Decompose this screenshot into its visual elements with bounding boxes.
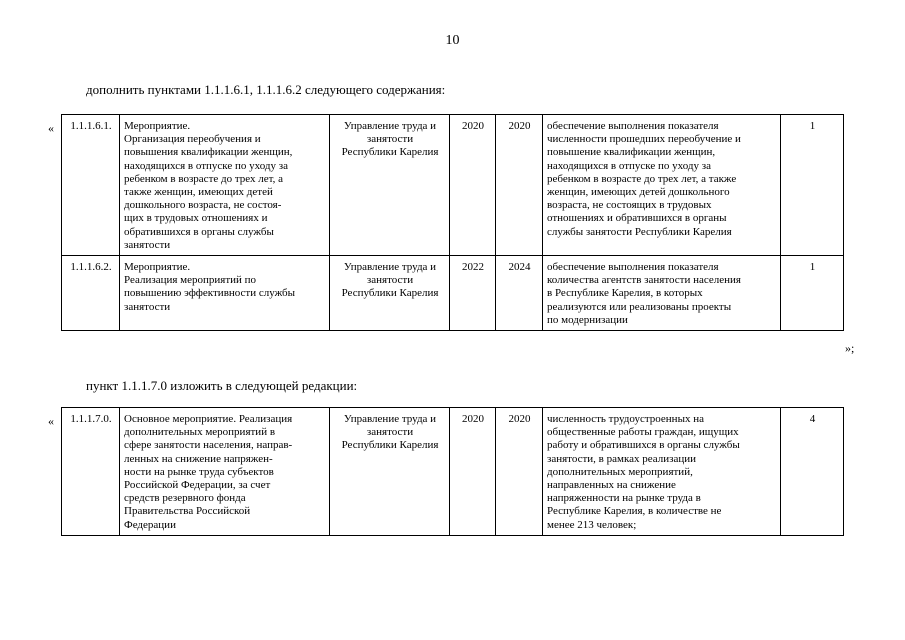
event-cell: Основное мероприятие. Реализация дополнительных мероприятий в сфере занятости населения, направ- ленных на снижение напряжен- ности на рынке труда субъектов Российской Федерации, за счет средств резервного фонда Правительства Российской Федерации xyxy=(120,408,330,536)
section2-table xyxy=(61,407,844,536)
executor-cell: Управление труда и занятости Республики Карелия xyxy=(330,408,450,536)
section1-quote-close: »; xyxy=(845,341,855,355)
value-cell: 1 xyxy=(781,115,844,256)
section2-quote-open: « xyxy=(48,414,54,428)
page-number: 10 xyxy=(445,33,460,48)
section2-intro: пункт 1.1.1.7.0 изложить в следующей редакции: xyxy=(86,378,358,393)
year-start-cell: 2022 xyxy=(450,256,496,331)
year-start-cell: 2020 xyxy=(450,408,496,536)
executor-cell: Управление труда и занятости Республики Карелия xyxy=(330,115,450,256)
year-end-cell: 2020 xyxy=(496,115,543,256)
event-cell: Мероприятие. Реализация мероприятий по повышению эффективности службы занятости xyxy=(120,256,330,331)
value-cell: 1 xyxy=(781,256,844,331)
item-number: 1.1.1.6.2. xyxy=(62,256,120,331)
indicator-cell: обеспечение выполнения показателя численности прошедших переобучение и повышение квалификации женщин, находящихся в отпуске по уходу за ребенком в возрасте до трех лет, а также женщин, имеющих детей дошкольного возраста, не состоящих в трудовых отношениях и обратившихся в органы службы занятости Республики Карелия xyxy=(543,115,781,256)
item-number: 1.1.1.6.1. xyxy=(62,115,120,256)
table-row xyxy=(62,408,844,536)
table-row xyxy=(62,115,844,256)
year-start-cell: 2020 xyxy=(450,115,496,256)
executor-cell: Управление труда и занятости Республики Карелия xyxy=(330,256,450,331)
value-cell: 4 xyxy=(781,408,844,536)
indicator-cell: обеспечение выполнения показателя количества агентств занятости населения в Республике Карелия, в которых реализуются или реализованы проекты по модернизации xyxy=(543,256,781,331)
indicator-cell: численность трудоустроенных на общественные работы граждан, ищущих работу и обратившихся в органы службы занятости, в рамках реализации дополнительных мероприятий, направленных на снижение напряженности на рынке труда в Республике Карелия, в количестве не менее 213 человек; xyxy=(543,408,781,536)
section1-quote-open: « xyxy=(48,121,54,135)
event-cell: Мероприятие. Организация переобучения и повышения квалификации женщин, находящихся в отпуске по уходу за ребенком в возрасте до трех лет, а также женщин, имеющих детей дошкольного возраста, не состоя- щих в трудовых отношениях и обратившихся в органы службы занятости xyxy=(120,115,330,256)
table-row xyxy=(62,256,844,331)
year-end-cell: 2020 xyxy=(496,408,543,536)
year-end-cell: 2024 xyxy=(496,256,543,331)
section1-table xyxy=(61,114,844,331)
item-number: 1.1.1.7.0. xyxy=(62,408,120,536)
section1-intro: дополнить пунктами 1.1.1.6.1, 1.1.1.6.2 следующего содержания: xyxy=(86,82,446,97)
